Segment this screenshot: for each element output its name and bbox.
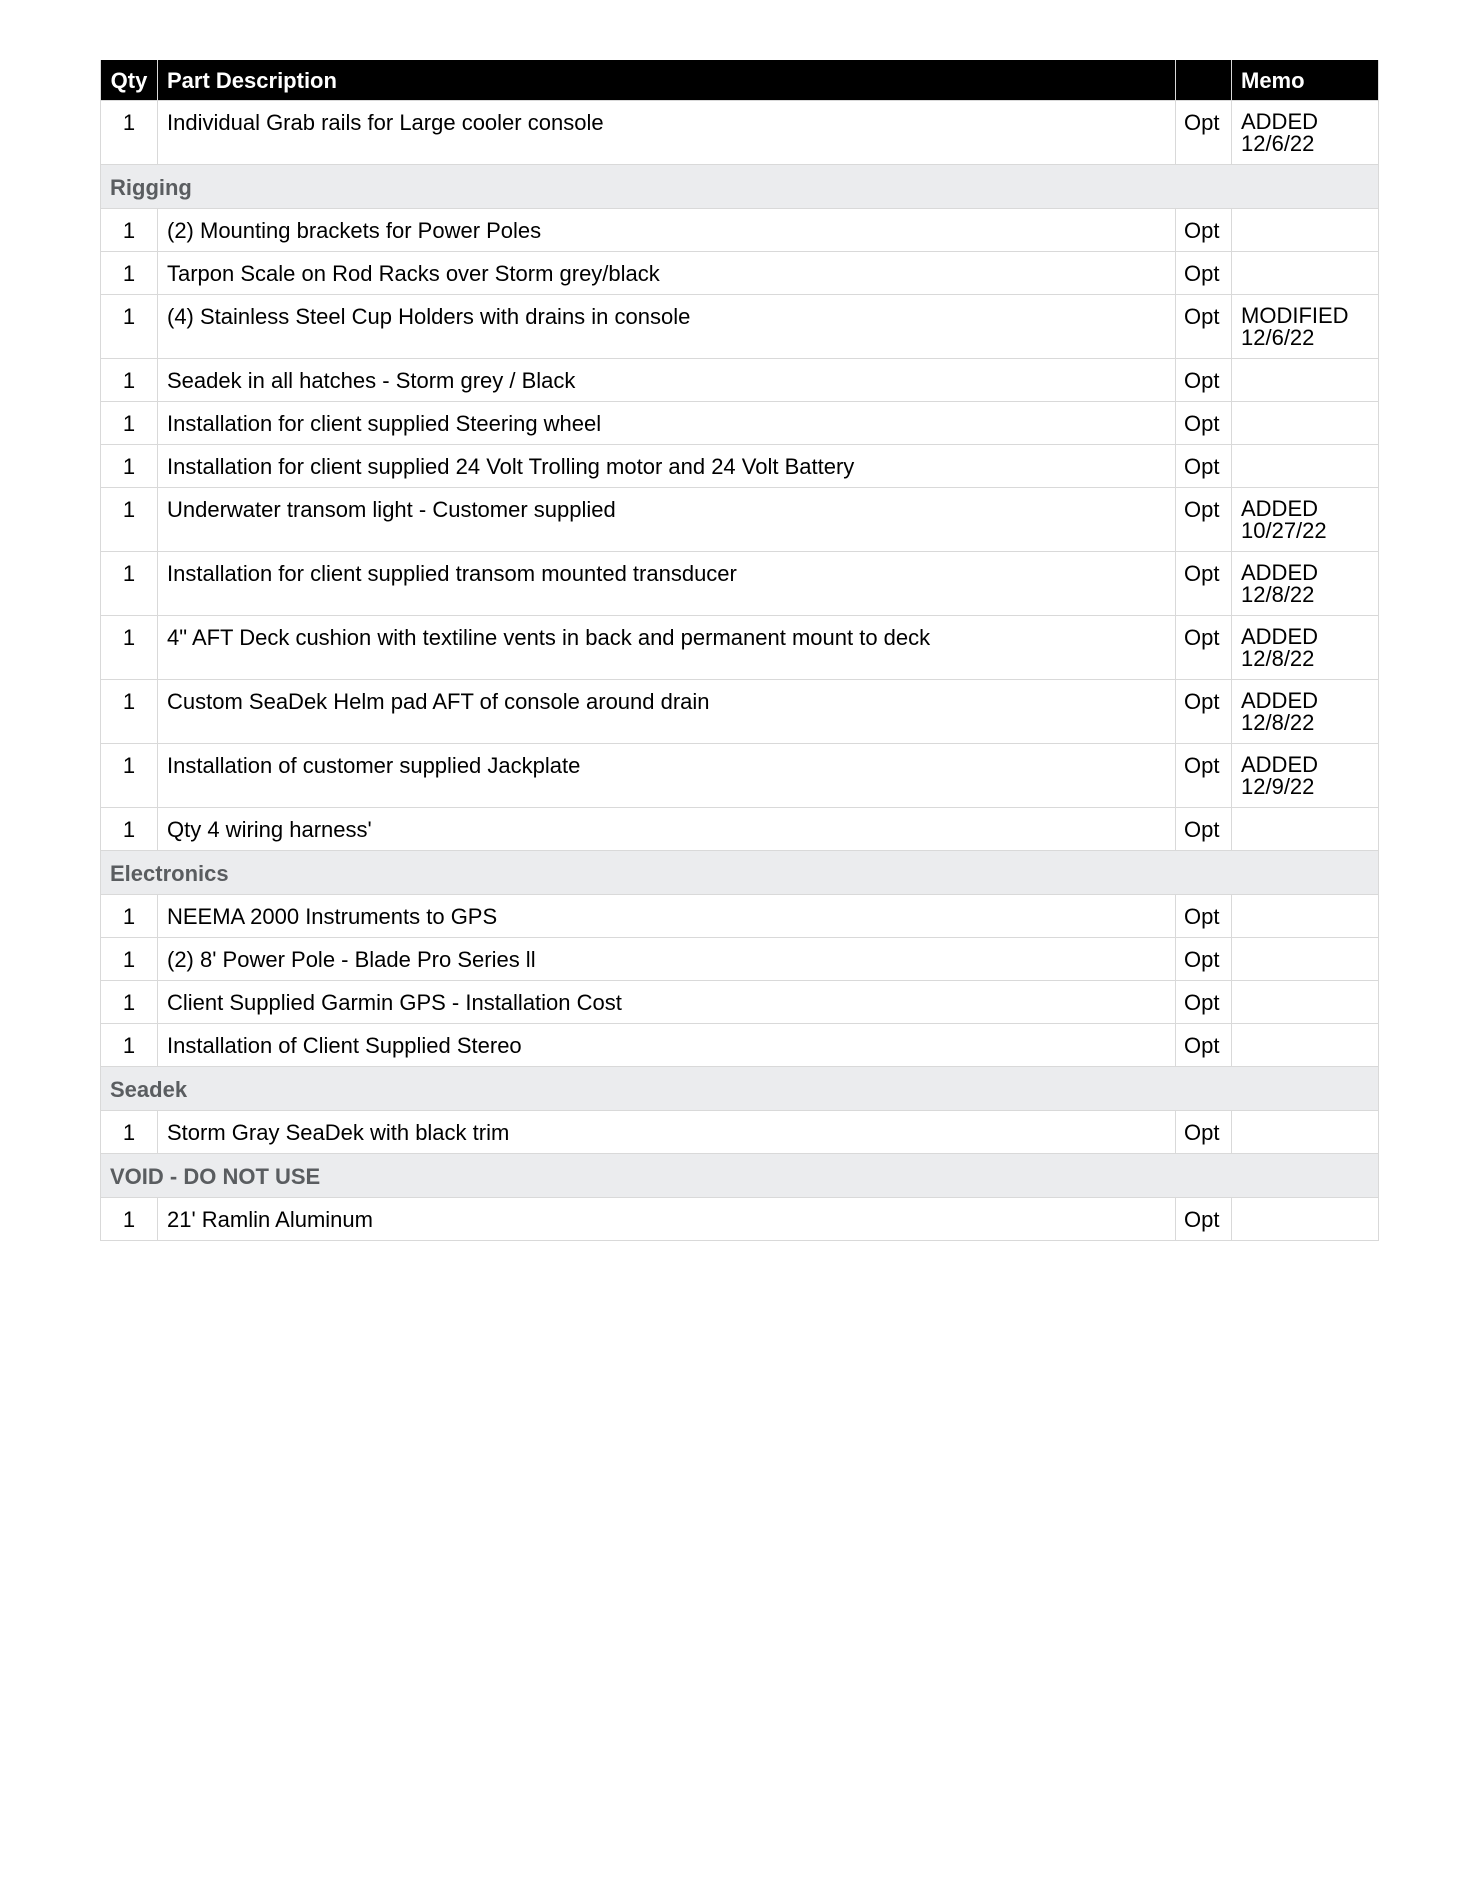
memo-cell bbox=[1232, 808, 1379, 851]
description-cell: (2) Mounting brackets for Power Poles bbox=[158, 209, 1176, 252]
description-cell: Tarpon Scale on Rod Racks over Storm grey/black bbox=[158, 252, 1176, 295]
description-cell: Installation for client supplied 24 Volt Trolling motor and 24 Volt Battery bbox=[158, 445, 1176, 488]
description-cell: Seadek in all hatches - Storm grey / Black bbox=[158, 359, 1176, 402]
option-column-header bbox=[1176, 60, 1232, 101]
section-header-row bbox=[101, 1154, 1379, 1198]
table-row bbox=[101, 402, 1379, 445]
parts-table bbox=[100, 60, 1379, 1241]
memo-status: ADDED bbox=[1241, 624, 1319, 649]
memo-cell bbox=[1232, 402, 1379, 445]
qty-cell: 1 bbox=[101, 938, 158, 981]
description-cell: Installation of Client Supplied Stereo bbox=[158, 1024, 1176, 1067]
table-row bbox=[101, 938, 1379, 981]
option-cell: Opt bbox=[1176, 1111, 1232, 1154]
memo-cell bbox=[1232, 1198, 1379, 1241]
qty-cell: 1 bbox=[101, 552, 158, 616]
qty-cell: 1 bbox=[101, 680, 158, 744]
qty-cell: 1 bbox=[101, 295, 158, 359]
memo-cell bbox=[1232, 1111, 1379, 1154]
description-cell: Qty 4 wiring harness' bbox=[158, 808, 1176, 851]
table-row bbox=[101, 1024, 1379, 1067]
description-cell: Underwater transom light - Customer supplied bbox=[158, 488, 1176, 552]
memo-cell bbox=[1232, 616, 1379, 680]
description-column-header: Part Description bbox=[158, 60, 1176, 101]
option-cell: Opt bbox=[1176, 552, 1232, 616]
description-cell: 4" AFT Deck cushion with textiline vents in back and permanent mount to deck bbox=[158, 616, 1176, 680]
description-cell: Client Supplied Garmin GPS - Installation Cost bbox=[158, 981, 1176, 1024]
memo-status: ADDED bbox=[1241, 688, 1319, 713]
option-cell: Opt bbox=[1176, 359, 1232, 402]
description-cell: Installation for client supplied Steering wheel bbox=[158, 402, 1176, 445]
option-cell: Opt bbox=[1176, 445, 1232, 488]
qty-cell: 1 bbox=[101, 1024, 158, 1067]
memo-cell bbox=[1232, 938, 1379, 981]
memo-date: 12/8/22 bbox=[1241, 582, 1315, 607]
table-row bbox=[101, 252, 1379, 295]
section-header-row bbox=[101, 1067, 1379, 1111]
table-body bbox=[101, 101, 1379, 1241]
qty-cell: 1 bbox=[101, 101, 158, 165]
memo-status: ADDED bbox=[1241, 752, 1319, 777]
table-row bbox=[101, 209, 1379, 252]
option-cell: Opt bbox=[1176, 1198, 1232, 1241]
option-cell: Opt bbox=[1176, 744, 1232, 808]
memo-cell bbox=[1232, 1024, 1379, 1067]
option-cell: Opt bbox=[1176, 981, 1232, 1024]
table-row bbox=[101, 445, 1379, 488]
memo-status: ADDED bbox=[1241, 496, 1319, 521]
description-cell: Custom SeaDek Helm pad AFT of console around drain bbox=[158, 680, 1176, 744]
section-title: Seadek bbox=[101, 1067, 1379, 1111]
qty-cell: 1 bbox=[101, 402, 158, 445]
memo-cell bbox=[1232, 445, 1379, 488]
description-cell: NEEMA 2000 Instruments to GPS bbox=[158, 895, 1176, 938]
section-title: Rigging bbox=[101, 165, 1379, 209]
table-row bbox=[101, 359, 1379, 402]
table-row bbox=[101, 616, 1379, 680]
qty-column-header: Qty bbox=[101, 60, 158, 101]
description-cell: (2) 8' Power Pole - Blade Pro Series ll bbox=[158, 938, 1176, 981]
table-row bbox=[101, 101, 1379, 165]
description-cell: Storm Gray SeaDek with black trim bbox=[158, 1111, 1176, 1154]
table-row bbox=[101, 552, 1379, 616]
memo-date: 12/6/22 bbox=[1241, 325, 1315, 350]
section-title: VOID - DO NOT USE bbox=[101, 1154, 1379, 1198]
qty-cell: 1 bbox=[101, 1198, 158, 1241]
qty-cell: 1 bbox=[101, 209, 158, 252]
memo-cell bbox=[1232, 252, 1379, 295]
table-row bbox=[101, 744, 1379, 808]
option-cell: Opt bbox=[1176, 616, 1232, 680]
memo-date: 12/6/22 bbox=[1241, 131, 1315, 156]
option-cell: Opt bbox=[1176, 1024, 1232, 1067]
memo-cell bbox=[1232, 680, 1379, 744]
memo-cell bbox=[1232, 744, 1379, 808]
description-cell: Installation for client supplied transom mounted transducer bbox=[158, 552, 1176, 616]
section-header-row bbox=[101, 851, 1379, 895]
memo-status: ADDED bbox=[1241, 560, 1319, 585]
table-row bbox=[101, 808, 1379, 851]
table-row bbox=[101, 680, 1379, 744]
description-cell: 21' Ramlin Aluminum bbox=[158, 1198, 1176, 1241]
qty-cell: 1 bbox=[101, 359, 158, 402]
qty-cell: 1 bbox=[101, 981, 158, 1024]
memo-date: 12/8/22 bbox=[1241, 646, 1315, 671]
memo-cell bbox=[1232, 488, 1379, 552]
memo-status: MODIFIED bbox=[1241, 303, 1349, 328]
qty-cell: 1 bbox=[101, 445, 158, 488]
option-cell: Opt bbox=[1176, 488, 1232, 552]
qty-cell: 1 bbox=[101, 488, 158, 552]
memo-date: 10/27/22 bbox=[1241, 518, 1327, 543]
qty-cell: 1 bbox=[101, 616, 158, 680]
memo-cell bbox=[1232, 101, 1379, 165]
qty-cell: 1 bbox=[101, 252, 158, 295]
table-row bbox=[101, 895, 1379, 938]
description-cell: Installation of customer supplied Jackplate bbox=[158, 744, 1176, 808]
table-header bbox=[101, 60, 1379, 101]
memo-cell bbox=[1232, 895, 1379, 938]
option-cell: Opt bbox=[1176, 680, 1232, 744]
memo-cell bbox=[1232, 209, 1379, 252]
qty-cell: 1 bbox=[101, 1111, 158, 1154]
memo-cell bbox=[1232, 552, 1379, 616]
memo-date: 12/8/22 bbox=[1241, 710, 1315, 735]
option-cell: Opt bbox=[1176, 938, 1232, 981]
table-row bbox=[101, 1111, 1379, 1154]
qty-cell: 1 bbox=[101, 808, 158, 851]
memo-cell bbox=[1232, 981, 1379, 1024]
qty-cell: 1 bbox=[101, 744, 158, 808]
option-cell: Opt bbox=[1176, 895, 1232, 938]
description-cell: (4) Stainless Steel Cup Holders with drains in console bbox=[158, 295, 1176, 359]
table-row bbox=[101, 295, 1379, 359]
table-row bbox=[101, 1198, 1379, 1241]
section-title: Electronics bbox=[101, 851, 1379, 895]
option-cell: Opt bbox=[1176, 209, 1232, 252]
memo-cell bbox=[1232, 295, 1379, 359]
section-header-row bbox=[101, 165, 1379, 209]
option-cell: Opt bbox=[1176, 295, 1232, 359]
table-row bbox=[101, 488, 1379, 552]
qty-cell: 1 bbox=[101, 895, 158, 938]
option-cell: Opt bbox=[1176, 252, 1232, 295]
memo-cell bbox=[1232, 359, 1379, 402]
option-cell: Opt bbox=[1176, 808, 1232, 851]
option-cell: Opt bbox=[1176, 402, 1232, 445]
memo-column-header: Memo bbox=[1232, 60, 1379, 101]
memo-status: ADDED bbox=[1241, 109, 1319, 134]
description-cell: Individual Grab rails for Large cooler console bbox=[158, 101, 1176, 165]
header-row bbox=[101, 60, 1379, 101]
memo-date: 12/9/22 bbox=[1241, 774, 1315, 799]
option-cell: Opt bbox=[1176, 101, 1232, 165]
table-row bbox=[101, 981, 1379, 1024]
